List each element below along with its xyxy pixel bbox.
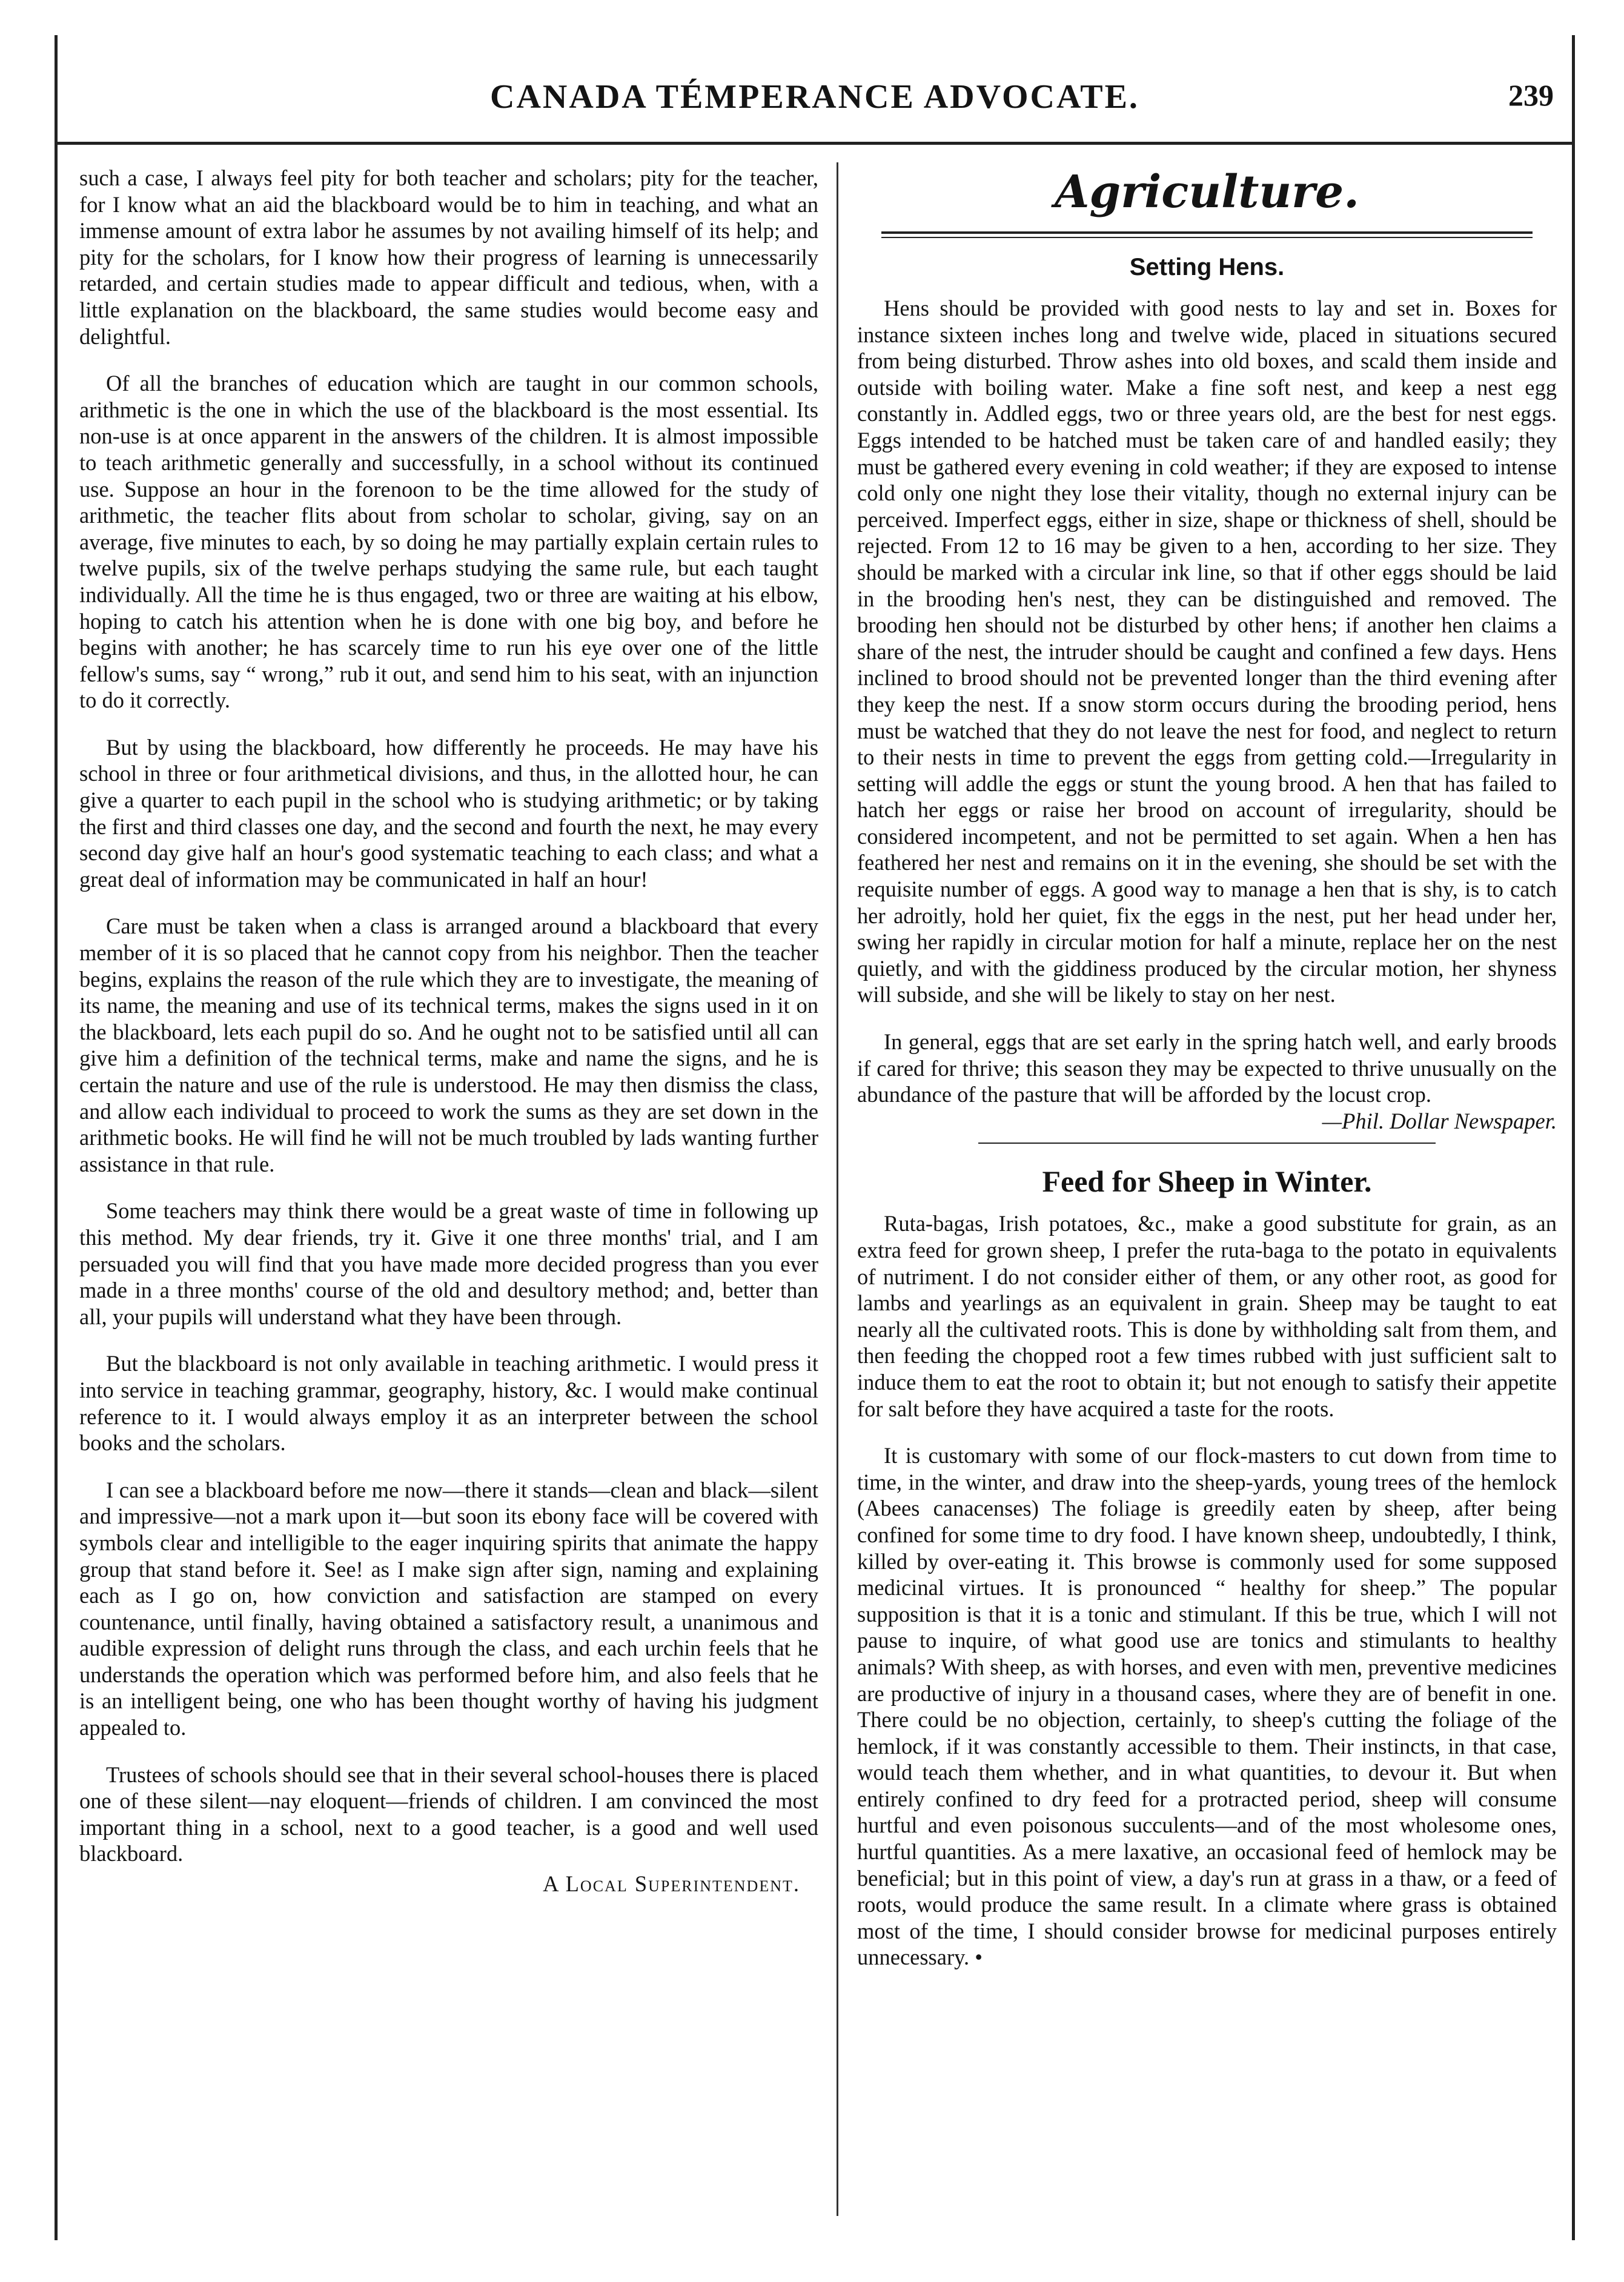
paragraph: But the blackboard is not only available in teaching arithmetic. I would press it into service in teaching grammar, geography, history, &c. I would make continual reference to it. I would always employ it as an interpreter between the school books and the scholars. — [79, 1351, 818, 1456]
paragraph: Ruta-bagas, Irish potatoes, &c., make a good substitute for grain, as an extra feed for grown sheep, I prefer the ruta-baga to the potato in equivalents of nutriment. I do not consider either of them, or any other root, as good for lambs and yearlings as an equivalent in grain. Sheep may be taught to eat nearly all the cultivated roots. This is done by withholding salt from them, and then feeding the chopped root a few times rubbed with just sufficient salt to induce them to eat the root to obtain it; but not enough to satisfy their appetite for salt before they have acquired a taste for the roots. — [857, 1211, 1557, 1421]
paragraph: such a case, I always feel pity for both teacher and scholars; pity for the teacher, for I know what an aid the blackboard would be to him in teaching, and what an immense amount of extra labor he assumes by not availing himself of its help; and pity for the scholars, for I know how their progress of learning is unnecessarily retarded, and certain studies made to appear difficult and tedious, when, with a little explanation on the blackboard, the same studies would become easy and delightful. — [79, 165, 818, 349]
newspaper-page — [55, 35, 1575, 2240]
header-rule — [58, 142, 1572, 145]
paragraph: Care must be taken when a class is arranged around a blackboard that every member of it is so placed that he cannot copy from his neighbor. Then the teacher begins, explains the reason of the rule which they are to investigate, the meaning of its name, the meaning and use of its technical terms, makes the signs used in it on the blackboard, lets each pupil do so. And he ought not to be satisfied until all can give him a definition of the technical terms, make and name the signs, and he is certain the nature and use of the rule is understood. He may then dismiss the class, and allow each individual to proceed to work the sums as they are set down in the arithmetic books. He will find he will not be much troubled by lads wanting further assistance in that rule. — [79, 914, 818, 1176]
page-header — [58, 78, 1572, 150]
section-rule — [881, 231, 1533, 238]
paragraph: Trustees of schools should see that in their several school-houses there is placed one of these silent—nay eloquent—friends of children. I am convinced the most important thing in a school, next to a good teacher, is a good and well used blackboard. — [79, 1762, 818, 1866]
paragraph: Hens should be provided with good nests to lay and set in. Boxes for instance sixteen inches long and twelve wide, placed in situations secured from being disturbed. Throw ashes into old boxes, and scald them inside and outside with boiling water. Make a fine soft nest, and keep a nest egg constantly in. Addled eggs, two or three years old, are the best for nest eggs. Eggs intended to be hatched must be taken care of and handled easily; they must be gathered every evening in cold weather; if they are exposed to intense cold only one night they lose their vitality, though no external injury can be perceived. Imperfect eggs, either in size, shape or thickness of shell, should be rejected. From 12 to 16 may be given to a hen, according to her size. They should be marked with a circular ink line, so that if other eggs should be laid in the brooding hen's nest, they can be distinguished and removed. The brooding hen should not be disturbed by other hens; if another hen claims a share of the nest, the intruder should be caught and confined a few days. Hens inclined to brood should not be prevented longer than the third evening after they keep the nest. If a snow storm occurs during the brooding period, hens must be watched that they do not leave the nest for food, and neglect to return to their nests in time to prevent the eggs from getting cold.—Irregularity in setting will addle the eggs or stunt the young brood. A hen that has failed to hatch her eggs or raise her brood on account of irregularity, should be considered incompetent, and not be permitted to set again. When a hen has feathered her nest and remains on it in the evening, she should be set with the requisite number of eggs. A good way to manage a hen that is shy, is to catch her adroitly, hold her quiet, fix the eggs in the nest, put her head under her, swing her rapidly in circular motion for half a minute, replace her on the nest quietly, and with the giddiness produced by the circular motion, her shyness will subside, and she will be likely to stay on her nest. — [857, 296, 1557, 1007]
masthead-title: CANADA TÉMPERANCE ADVOCATE. — [490, 78, 1139, 116]
article-signature: A Local Superintendent. — [543, 1871, 800, 1897]
article-divider — [978, 1143, 1436, 1144]
right-column — [857, 165, 1557, 1991]
left-column — [79, 165, 818, 1897]
paragraph: But by using the blackboard, how differently he proceeds. He may have his school in three or four arithmetical divisions, and thus, in the allotted hour, he can give a quarter to each pupil in the school who is studying arithmetic; or by taking the first and third classes one day, and the second and fourth the next, he may every second day give half an hour's good systematic teaching to each class; and what a great deal of information may be communicated in half an hour! — [79, 734, 818, 892]
paragraph: Of all the branches of education which are taught in our common schools, arithmetic is the one in which the use of the blackboard is the most essential. Its non-use is at once apparent in the answers of the children. It is almost impossible to teach arithmetic generally and successfully, in a school without its continued use. Suppose an hour in the forenoon to be the time allowed for the study of arithmetic, the teacher flits about from scholar to scholar, giving, say on an average, five minutes to each, by so doing he may partially explain certain rules to twelve pupils, six of the twelve perhaps studying the same rule, but each taught individually. All the time he is thus engaged, two or three are waiting at his elbow, hoping to catch his attention when he is done with one big boy, and before he begins with another; he has scarcely time to run his eye over one of the little fellow's sums, say “ wrong,” rub it out, and send him to his seat, with an injunction to do it correctly. — [79, 371, 818, 713]
paragraph: In general, eggs that are set early in the spring hatch well, and early broods if cared for thrive; this season they may be expected to thrive unusually on the abundance of the pasture that will be afforded by the locust crop. — [857, 1029, 1557, 1107]
paragraph: I can see a blackboard before me now—there it stands—clean and black—silent and impressive—not a mark upon it—but soon its ebony face will be covered with symbols clear and intelligible to the eager inquiring spirits that animate the happy group that stand before it. See! as I make sign after sign, naming and explaining each as I go on, how conviction and satisfaction are stamped on every countenance, until finally, having obtained a satisfactory result, a unanimous and audible expression of delight runs through the class, and each urchin feels that he understands the operation which was performed before him, and also feels that he is an intelligent being, one who has been thought worthy of having his judgment appealed to. — [79, 1477, 818, 1740]
paragraph: It is customary with some of our flock-masters to cut down from time to time, in the winter, and draw into the sheep-yards, young trees of the hemlock (Abees canacenses) The foliage is greedily eaten by sheep, after being confined for some time to dry food. I have known sheep, undoubtedly, I think, killed by over-eating it. This browse is commonly used for some supposed medicinal virtues. It is pronounced “ healthy for sheep.” The popular supposition is that it is a tonic and stimulant. If this be true, which I will not pause to inquire, of what good use are tonics and stimulants to healthy animals? With sheep, as with horses, and even with men, preventive medicines are productive of injury in a thousand cases, where they are of benefit in one. There could be no objection, certainly, to sheep's cutting the foliage of the hemlock, if it was constantly accessible to them. Their instincts, in that case, would teach them whether, and in what quantities, to devour it. But when entirely confined to dry feed for a protracted period, sheep will consume hurtful and even poisonous succulents—and of the most wholesome ones, hurtful quantities. As a mere laxative, an occasional feed of hemlock may be beneficial; but in this point of view, a day's run at grass in a thaw, or a feed of roots, would produce the same result. In a climate where grass is obtained most of the time, I should consider browse for medicinal purposes entirely unnecessary. • — [857, 1443, 1557, 1970]
paragraph: Some teachers may think there would be a great waste of time in following up this method. My dear friends, try it. Give it one three months' trial, and I am persuaded you will find that you have made more decided progress than you ever made in a three months' course of the old and desultory method; and, better than all, your pupils will understand what they have been through. — [79, 1198, 818, 1329]
column-divider — [837, 162, 838, 2216]
article-title-setting-hens: Setting Hens. — [1129, 254, 1285, 280]
page-number: 239 — [1508, 78, 1554, 112]
article-title-feed-for-sheep: Feed for Sheep in Winter. — [1042, 1164, 1372, 1199]
article-source: —Phil. Dollar Newspaper. — [1322, 1108, 1557, 1133]
section-heading: Agriculture. — [1054, 166, 1360, 218]
